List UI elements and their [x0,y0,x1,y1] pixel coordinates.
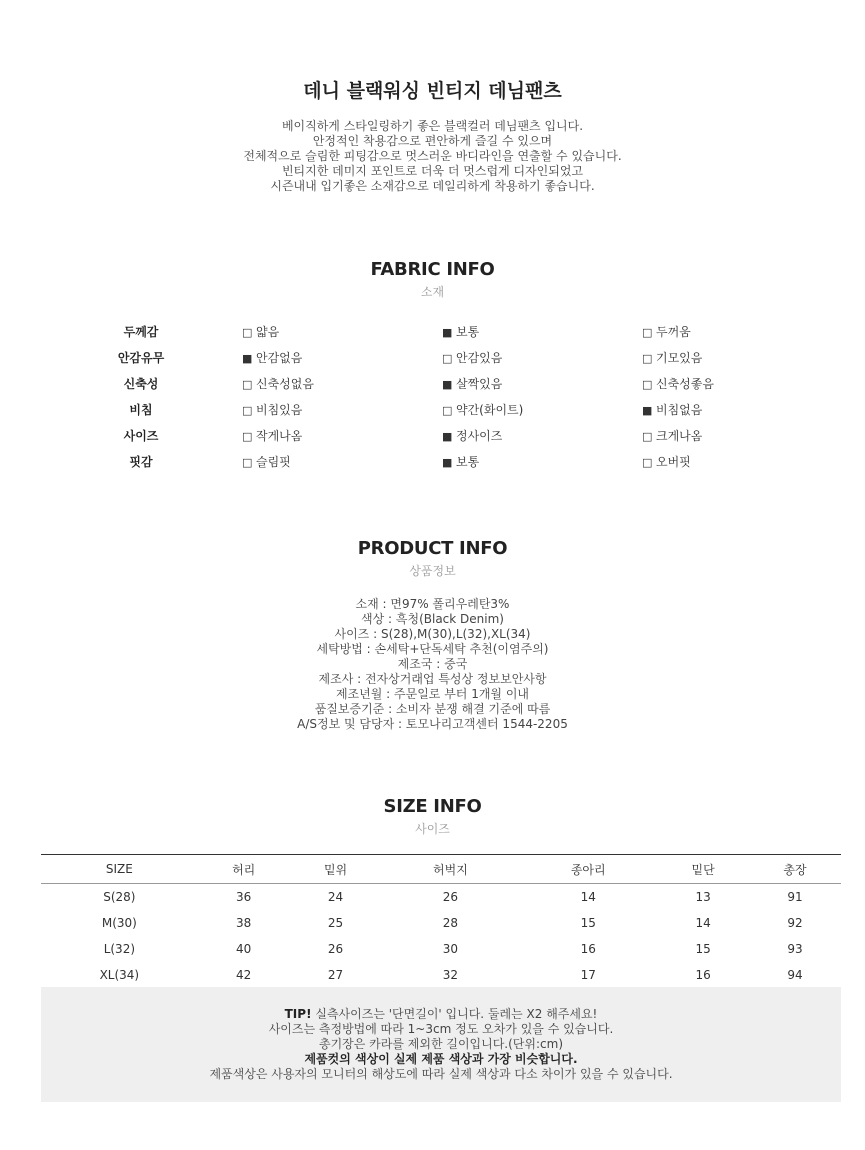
checkbox-icon: ■ [442,326,453,339]
table-cell: 38 [236,916,252,930]
checkbox-icon: □ [642,430,653,443]
product-info-line: 사이즈 : S(28),M(30),L(32),XL(34) [334,627,531,641]
fabric-option-text: 약간(화이트) [456,403,524,417]
table-cell: 15 [580,916,596,930]
fabric-option [642,453,691,470]
table-row [41,936,841,962]
fabric-option [442,375,502,392]
fabric-row-label: 두께감 [123,325,159,339]
fabric-option-text: 보통 [456,455,480,469]
description-line: 전체적으로 슬림한 피팅감으로 멋스러운 바디라인을 연출할 수 있습니다. [243,149,622,163]
fabric-option [442,401,523,418]
column-header: 허벅지 [382,855,520,884]
checkbox-icon: ■ [242,352,253,365]
table-cell: 24 [327,890,344,904]
fabric-option [442,349,502,366]
fabric-option [242,349,302,366]
column-header: 허리 [198,855,290,884]
fabric-row-size [0,427,865,453]
table-cell: 28 [442,916,459,930]
fabric-option [442,427,502,444]
checkbox-icon: ■ [642,404,653,417]
table-cell: 14 [695,916,711,930]
checkbox-icon: □ [242,326,253,339]
table-cell: 32 [442,968,459,982]
table-row [41,910,841,936]
fabric-option [442,323,479,340]
table-cell: 26 [327,942,344,956]
size-info-subheading: 사이즈 [415,822,450,836]
fabric-row-fit [0,453,865,479]
fabric-row-label: 신축성 [123,377,159,391]
product-info-line: 제조년월 : 주문일로 부터 1개월 이내 [335,687,530,701]
size-table-header-row [41,855,841,884]
table-cell: 91 [787,890,803,904]
checkbox-icon: □ [442,404,453,417]
fabric-row-label: 비침 [129,403,153,417]
fabric-info-heading: FABRIC INFO [370,259,495,280]
table-cell: 25 [327,916,344,930]
size-table [41,854,841,988]
fabric-row-stretch [0,375,865,401]
checkbox-icon: □ [242,456,253,469]
fabric-option-text: 기모있음 [656,351,703,365]
fabric-option-text: 비침없음 [656,403,703,417]
fabric-row-lining [0,349,865,375]
table-cell: 94 [787,968,803,982]
table-cell: 42 [236,968,252,982]
tip-line: 사이즈는 측정방법에 따라 1~3cm 정도 오차가 있을 수 있습니다. [268,1022,614,1036]
table-row [41,962,841,988]
fabric-option [642,401,702,418]
fabric-option-text: 오버핏 [656,455,691,469]
checkbox-icon: ■ [442,430,453,443]
product-info-line: 제조국 : 중국 [397,657,468,671]
fabric-option-text: 안감없음 [256,351,303,365]
table-cell: M(30) [101,916,137,930]
size-tip-box [41,987,841,1102]
product-info-subheading: 상품정보 [409,564,456,578]
fabric-option-text: 안감있음 [456,351,503,365]
checkbox-icon: □ [642,326,653,339]
table-cell: 93 [787,942,803,956]
product-info-line: 세탁방법 : 손세탁+단독세탁 추천(이염주의) [316,642,549,656]
size-info-heading: SIZE INFO [383,796,482,817]
table-cell: 16 [695,968,711,982]
table-cell: XL(34) [99,968,140,982]
table-cell: 26 [442,890,459,904]
product-info-heading: PRODUCT INFO [357,538,508,559]
description-line: 안정적인 착용감으로 편안하게 즐길 수 있으며 [312,134,553,148]
fabric-row-label: 핏감 [129,455,153,469]
checkbox-icon: □ [642,378,653,391]
fabric-row-sheerness [0,401,865,427]
product-info-line: A/S정보 및 담당자 : 토모나리고객센터 1544-2205 [297,717,568,731]
fabric-row-thickness [0,323,865,349]
fabric-option-text: 신축성좋음 [656,377,714,391]
table-cell: S(28) [103,890,136,904]
fabric-option-text: 크게나옴 [656,429,703,443]
tip-line: 제품색상은 사용자의 모니터의 해상도에 따라 실제 색상과 다소 차이가 있을 수 있습니다. [209,1067,673,1081]
description-line: 시즌내내 입기좋은 소재감으로 데일리하게 착용하기 좋습니다. [270,179,595,193]
table-cell: 14 [580,890,596,904]
product-description [0,119,865,194]
description-line: 베이직하게 스타일링하기 좋은 블랙컬러 데님팬츠 입니다. [281,119,584,133]
fabric-option [442,453,479,470]
column-header: 밑위 [290,855,382,884]
table-cell: 13 [695,890,711,904]
checkbox-icon: □ [442,352,453,365]
checkbox-icon: □ [642,456,653,469]
fabric-option [242,401,302,418]
fabric-option-text: 살짝있음 [456,377,503,391]
tip-line: 총기장은 카라를 제외한 길이입니다.(단위:cm) [318,1037,564,1051]
fabric-row-label: 사이즈 [123,429,159,443]
tip-line [41,1007,841,1022]
fabric-option [642,323,691,340]
product-title: 데니 블랙워싱 빈티지 데님팬츠 [303,80,562,102]
table-cell: 92 [787,916,803,930]
column-header: 총장 [749,855,841,884]
table-cell: 36 [236,890,252,904]
fabric-option [242,453,291,470]
table-cell: 30 [442,942,459,956]
tip-line-emphasis: 제품컷의 색상이 실제 제품 색상과 가장 비슷합니다. [304,1052,578,1066]
fabric-option-text: 슬림핏 [256,455,291,469]
fabric-option-text: 신축성없음 [256,377,314,391]
column-header: 종아리 [519,855,657,884]
checkbox-icon: ■ [442,378,453,391]
fabric-option-text: 비침있음 [256,403,303,417]
fabric-option-text: 두꺼움 [656,325,691,339]
fabric-option-text: 얇음 [256,325,280,339]
fabric-option-text: 작게나옴 [256,429,303,443]
checkbox-icon: ■ [442,456,453,469]
fabric-option [642,375,714,392]
column-header: SIZE [41,855,198,884]
checkbox-icon: □ [242,430,253,443]
table-row [41,884,841,911]
table-cell: 16 [580,942,596,956]
fabric-option [242,427,302,444]
fabric-option [242,375,314,392]
fabric-option-text: 정사이즈 [456,429,503,443]
fabric-option [642,427,702,444]
table-cell: 27 [327,968,344,982]
fabric-info-subheading: 소재 [420,285,445,299]
table-cell: L(32) [103,942,136,956]
fabric-option-text: 보통 [456,325,480,339]
product-info-line: 제조사 : 전자상거래업 특성상 정보보안사항 [318,672,547,686]
product-info-list [0,597,865,732]
fabric-option [242,323,279,340]
product-info-line: 품질보증기준 : 소비자 분쟁 해결 기준에 따름 [314,702,551,716]
fabric-row-label: 안감유무 [117,351,165,365]
checkbox-icon: □ [242,404,253,417]
table-cell: 17 [580,968,596,982]
product-info-line: 색상 : 흑청(Black Denim) [361,612,504,626]
fabric-option [642,349,702,366]
column-header: 밑단 [657,855,749,884]
description-line: 빈티지한 데미지 포인트로 더욱 더 멋스럽게 디자인되었고 [281,164,584,178]
table-cell: 40 [236,942,252,956]
product-info-line: 소재 : 면97% 폴리우레탄3% [355,597,510,611]
tip-label: TIP! [284,1007,312,1021]
tip-text: 실측사이즈는 '단면길이' 입니다. 둘레는 X2 해주세요! [315,1007,598,1021]
table-cell: 15 [695,942,711,956]
checkbox-icon: □ [642,352,653,365]
checkbox-icon: □ [242,378,253,391]
